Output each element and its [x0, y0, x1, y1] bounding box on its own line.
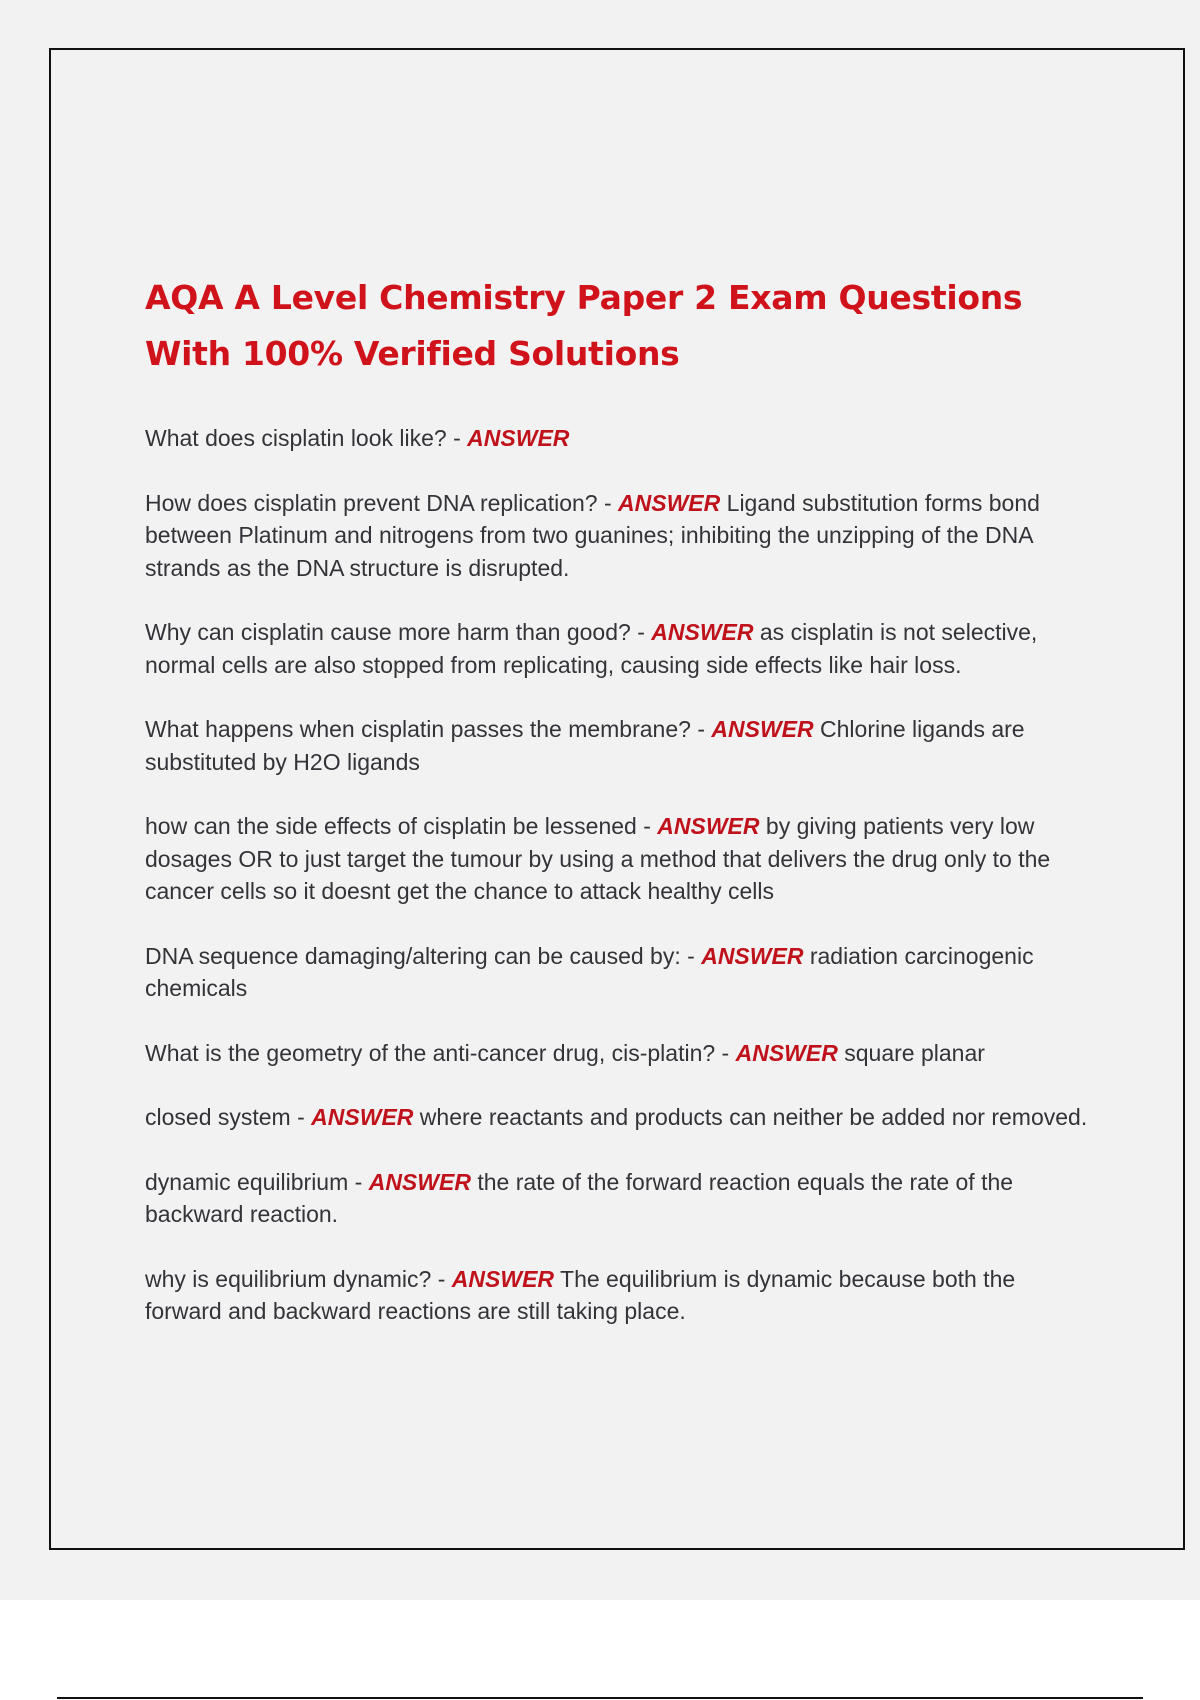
qa-question: how can the side effects of cisplatin be lessened	[145, 813, 637, 839]
qa-question: DNA sequence damaging/altering can be caused by:	[145, 942, 681, 969]
qa-item	[145, 1263, 1095, 1328]
qa-answer: radiation carcinogenic chemicals	[145, 942, 1034, 1001]
qa-question: why is equilibrium dynamic?	[145, 1265, 432, 1292]
qa-item	[145, 616, 1095, 681]
answer-label: ANSWER	[701, 942, 804, 969]
answer-label: ANSWER	[657, 813, 760, 839]
answer-label: ANSWER	[735, 1039, 838, 1066]
qa-item	[145, 422, 1095, 455]
qa-separator: -	[446, 425, 468, 451]
qa-answer: where reactants and products can neither be added nor removed.	[419, 1104, 1088, 1130]
qa-answer: the rate of the forward reaction equals the rate of the backward reaction.	[145, 1168, 1014, 1227]
qa-separator: -	[431, 1265, 452, 1292]
qa-separator: -	[290, 1104, 312, 1130]
qa-answer: Ligand substitution forms bond between Platinum and nitrogens from two guanines; inhibiting the unzipping of the DNA strands as the DNA structure is disrupted.	[145, 489, 1040, 581]
qa-answer: square planar	[844, 1039, 985, 1066]
qa-separator: -	[636, 813, 658, 839]
qa-separator: -	[597, 489, 619, 516]
qa-question: Why can cisplatin cause more harm than good?	[145, 619, 631, 645]
qa-question: closed system	[145, 1104, 291, 1130]
qa-answer: as cisplatin is not selective, normal cells are also stopped from replicating, causing side effects like hair loss.	[145, 619, 1038, 678]
answer-label: ANSWER	[711, 716, 814, 742]
qa-separator: -	[715, 1039, 736, 1066]
qa-separator: -	[690, 716, 712, 742]
qa-question: What is the geometry of the anti-cancer drug, cis-platin?	[145, 1039, 716, 1066]
qa-question: What happens when cisplatin passes the membrane?	[145, 716, 691, 742]
answer-label: ANSWER	[368, 1168, 471, 1195]
answer-label: ANSWER	[467, 425, 570, 451]
qa-separator: -	[348, 1168, 369, 1195]
qa-item	[145, 1166, 1095, 1231]
qa-item	[145, 1101, 1095, 1134]
qa-item	[145, 940, 1095, 1005]
qa-list	[145, 422, 1095, 1360]
qa-answer: The equilibrium is dynamic because both the forward and backward reactions are still taking place.	[145, 1265, 1016, 1324]
qa-item	[145, 1037, 1095, 1070]
qa-item	[145, 713, 1095, 778]
qa-question: dynamic equilibrium	[145, 1168, 349, 1195]
footer-rule	[57, 1697, 1143, 1699]
qa-answer: Chlorine ligands are substituted by H2O ligands	[145, 716, 1025, 775]
qa-question: How does cisplatin prevent DNA replication?	[145, 489, 598, 516]
qa-separator: -	[680, 942, 702, 969]
qa-answer: by giving patients very low dosages OR to just target the tumour by using a method that delivers the drug only to the cancer cells so it doesnt get the chance to attack healthy cells	[145, 813, 1051, 904]
document-title: AQA A Level Chemistry Paper 2 Exam Questions With 100% Verified Solutions	[145, 278, 1023, 373]
qa-question: What does cisplatin look like?	[145, 425, 447, 451]
qa-item	[145, 487, 1095, 585]
qa-separator: -	[630, 619, 652, 645]
qa-item	[145, 810, 1095, 908]
answer-label: ANSWER	[311, 1104, 414, 1130]
answer-label: ANSWER	[651, 619, 754, 645]
answer-label: ANSWER	[618, 489, 721, 516]
answer-label: ANSWER	[451, 1265, 555, 1292]
